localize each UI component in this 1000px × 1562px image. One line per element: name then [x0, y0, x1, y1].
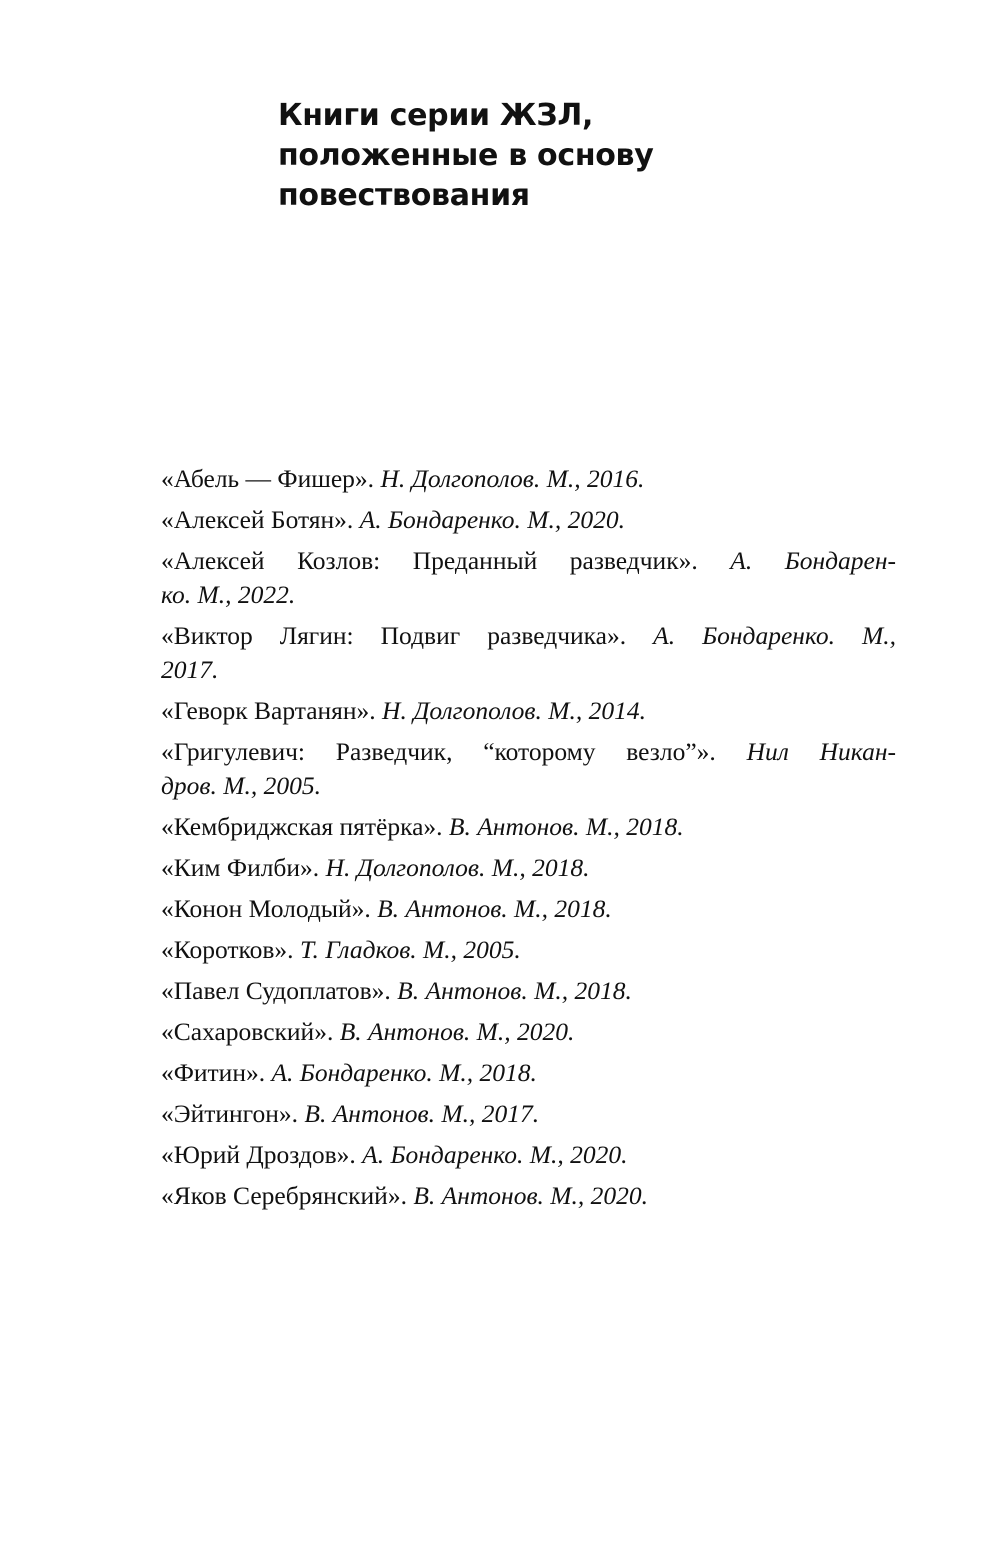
page-title	[278, 96, 798, 216]
bibliography-entry	[161, 1015, 896, 1049]
book-title: «Виктор Лягин: Подвиг разведчика».	[161, 621, 627, 650]
book-title: «Григулевич: Разведчик, “которому везло”».	[161, 737, 716, 766]
book-citation-continued: дров. М., 2005.	[161, 771, 321, 800]
book-citation: В. Антонов. М., 2018.	[448, 812, 684, 841]
bibliography-entry	[161, 462, 896, 496]
book-title: «Абель — Фишер».	[161, 464, 375, 493]
book-citation-continued: 2017.	[161, 655, 219, 684]
book-title: «Алексей Козлов: Преданный разведчик».	[161, 546, 698, 575]
bibliography-entry	[161, 735, 896, 803]
page-title-line: повествования	[278, 178, 530, 213]
book-title: «Яков Серебрянский».	[161, 1181, 407, 1210]
book-citation: В. Антонов. М., 2018.	[397, 976, 632, 1005]
bibliography-list	[161, 462, 896, 1220]
bibliography-entry	[161, 1097, 896, 1131]
bibliography-entry	[161, 851, 896, 885]
book-title: «Коротков».	[161, 935, 294, 964]
book-citation: В. Антонов. М., 2020.	[339, 1017, 575, 1046]
bibliography-entry	[161, 694, 896, 728]
book-citation-continued: ко. М., 2022.	[161, 580, 296, 609]
book-citation: В. Антонов. М., 2018.	[377, 894, 612, 923]
book-citation: Нил Никан-	[746, 737, 896, 766]
book-title: «Кембриджская пятёрка».	[161, 812, 443, 841]
book-title: «Сахаровский».	[161, 1017, 334, 1046]
book-citation: А. Бондаренко. М., 2020.	[359, 505, 626, 534]
book-citation: А. Бондаренко. М.,	[653, 621, 896, 650]
book-citation: А. Бондаренко. М., 2018.	[271, 1058, 537, 1087]
book-citation: Т. Гладков. М., 2005.	[299, 935, 521, 964]
bibliography-entry	[161, 1179, 896, 1213]
bibliography-entry	[161, 974, 896, 1008]
book-citation: Н. Долгополов. М., 2014.	[382, 696, 646, 725]
bibliography-entry	[161, 933, 896, 967]
book-title: «Алексей Ботян».	[161, 505, 354, 534]
book-title: «Фитин».	[161, 1058, 266, 1087]
bibliography-entry	[161, 1138, 896, 1172]
book-title: «Юрий Дроздов».	[161, 1140, 356, 1169]
book-title: «Геворк Вартанян».	[161, 696, 376, 725]
book-citation: Н. Долгополов. М., 2018.	[325, 853, 590, 882]
bibliography-entry-line	[161, 735, 896, 769]
book-title: «Конон Молодый».	[161, 894, 371, 923]
bibliography-entry	[161, 544, 896, 612]
bibliography-entry-line	[161, 619, 896, 653]
bibliography-entry	[161, 503, 896, 537]
bibliography-entry	[161, 619, 896, 687]
bibliography-entry	[161, 1056, 896, 1090]
page-title-line: положенные в основу	[278, 138, 654, 173]
book-citation: В. Антонов. М., 2020.	[413, 1181, 649, 1210]
book-title: «Павел Судоплатов».	[161, 976, 391, 1005]
page-title-line: Книги серии ЖЗЛ,	[278, 98, 594, 133]
book-citation: А. Бондарен-	[730, 546, 897, 575]
book-title: «Ким Филби».	[161, 853, 320, 882]
book-citation: А. Бондаренко. М., 2020.	[362, 1140, 628, 1169]
book-citation: Н. Долгополов. М., 2016.	[380, 464, 645, 493]
bibliography-entry	[161, 810, 896, 844]
book-title: «Эйтингон».	[161, 1099, 299, 1128]
bibliography-entry	[161, 892, 896, 926]
bibliography-entry-line	[161, 544, 896, 578]
book-citation: В. Антонов. М., 2017.	[304, 1099, 540, 1128]
